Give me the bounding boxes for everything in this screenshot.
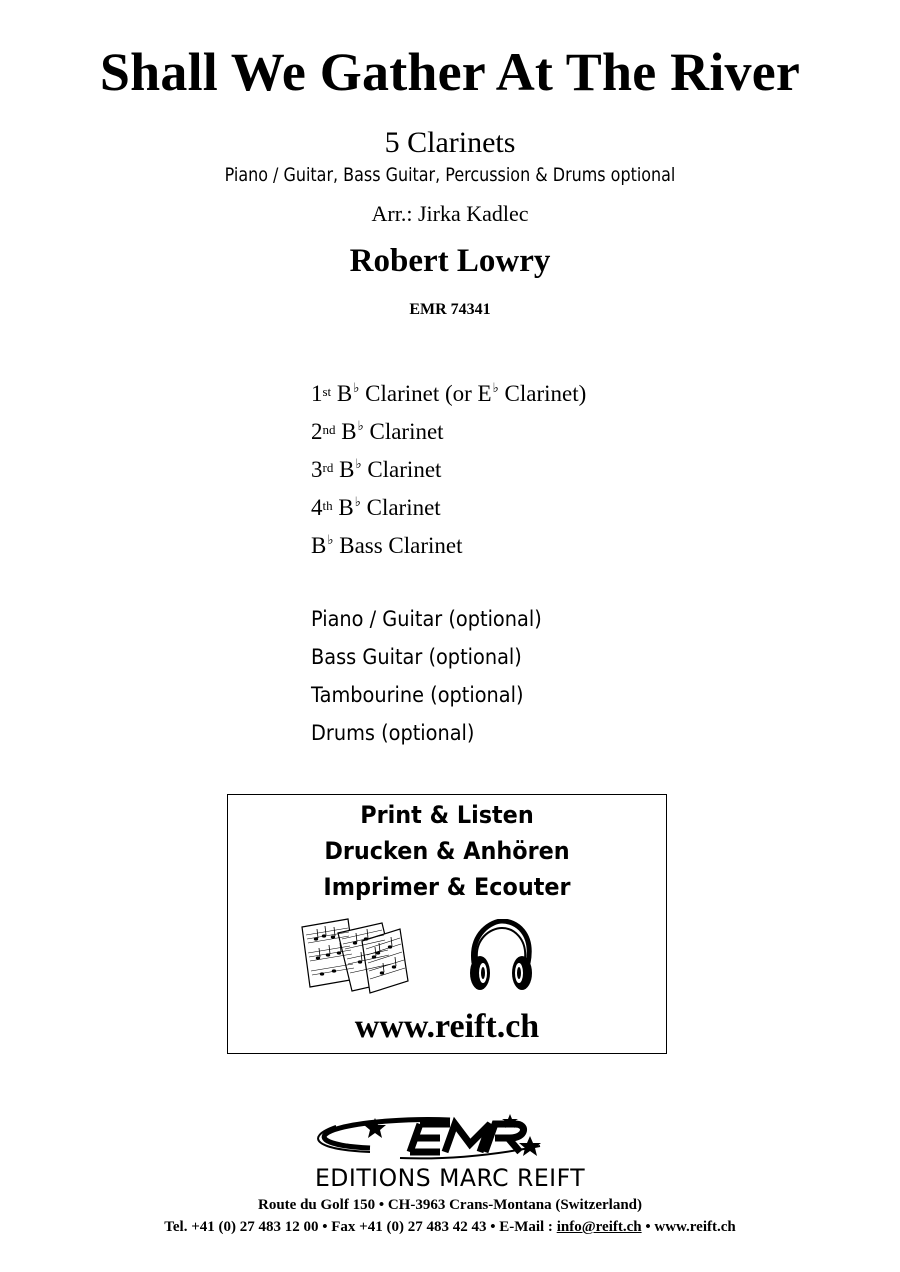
emr-logo [300, 1108, 600, 1164]
optional-part-item: Drums (optional) [311, 721, 475, 745]
optional-part-item: Bass Guitar (optional) [311, 645, 522, 669]
flat-sign-icon: ♭ [355, 457, 362, 472]
optional-part-item: Piano / Guitar (optional) [311, 607, 542, 631]
instrumentation-subtitle: 5 Clarinets [384, 126, 516, 159]
headphones-icon [466, 919, 536, 995]
promo-line-english: Print & Listen [360, 801, 534, 829]
composer-name: Robert Lowry [349, 243, 551, 279]
page-title: Shall We Gather At The River [99, 42, 801, 102]
optional-instruments-note: Piano / Guitar, Bass Guitar, Percussion & Drums optional [224, 164, 676, 186]
parts-list [311, 375, 731, 565]
optional-part-item: Tambourine (optional) [311, 683, 524, 707]
sheet-music-icon [300, 917, 410, 997]
publisher-address: Route du Golf 150 • CH-3963 Crans-Montana (Switzerland) [258, 1197, 642, 1213]
email-link[interactable]: info@reift.ch [556, 1219, 642, 1235]
print-listen-box [227, 794, 667, 1054]
part-item: 3rd B♭ Clarinet [311, 457, 442, 482]
flat-sign-icon: ♭ [354, 495, 361, 510]
promo-line-french: Imprimer & Ecouter [323, 873, 571, 901]
contact-phone-fax: Tel. +41 (0) 27 483 12 00 • Fax +41 (0) 27 483 42 43 • E-Mail : [164, 1219, 557, 1235]
part-item: 2nd B♭ Clarinet [311, 419, 444, 444]
arranger-credit: Arr.: Jirka Kadlec [371, 201, 529, 226]
flat-sign-icon: ♭ [492, 381, 499, 396]
promo-website[interactable]: www.reift.ch [354, 1008, 540, 1045]
flat-sign-icon: ♭ [327, 533, 334, 548]
part-item: 4th B♭ Clarinet [311, 495, 441, 520]
optional-parts-list [311, 600, 731, 752]
contact-website: • www.reift.ch [641, 1219, 736, 1235]
catalog-number: EMR 74341 [409, 301, 491, 318]
promo-line-german: Drucken & Anhören [324, 837, 570, 865]
part-item: B♭ Bass Clarinet [311, 533, 463, 558]
publisher-contact [0, 1220, 900, 1235]
publisher-name: EDITIONS MARC REIFT [314, 1164, 586, 1192]
flat-sign-icon: ♭ [353, 381, 360, 396]
part-item: 1st B♭ Clarinet (or E♭ Clarinet) [311, 381, 587, 406]
flat-sign-icon: ♭ [357, 419, 364, 434]
